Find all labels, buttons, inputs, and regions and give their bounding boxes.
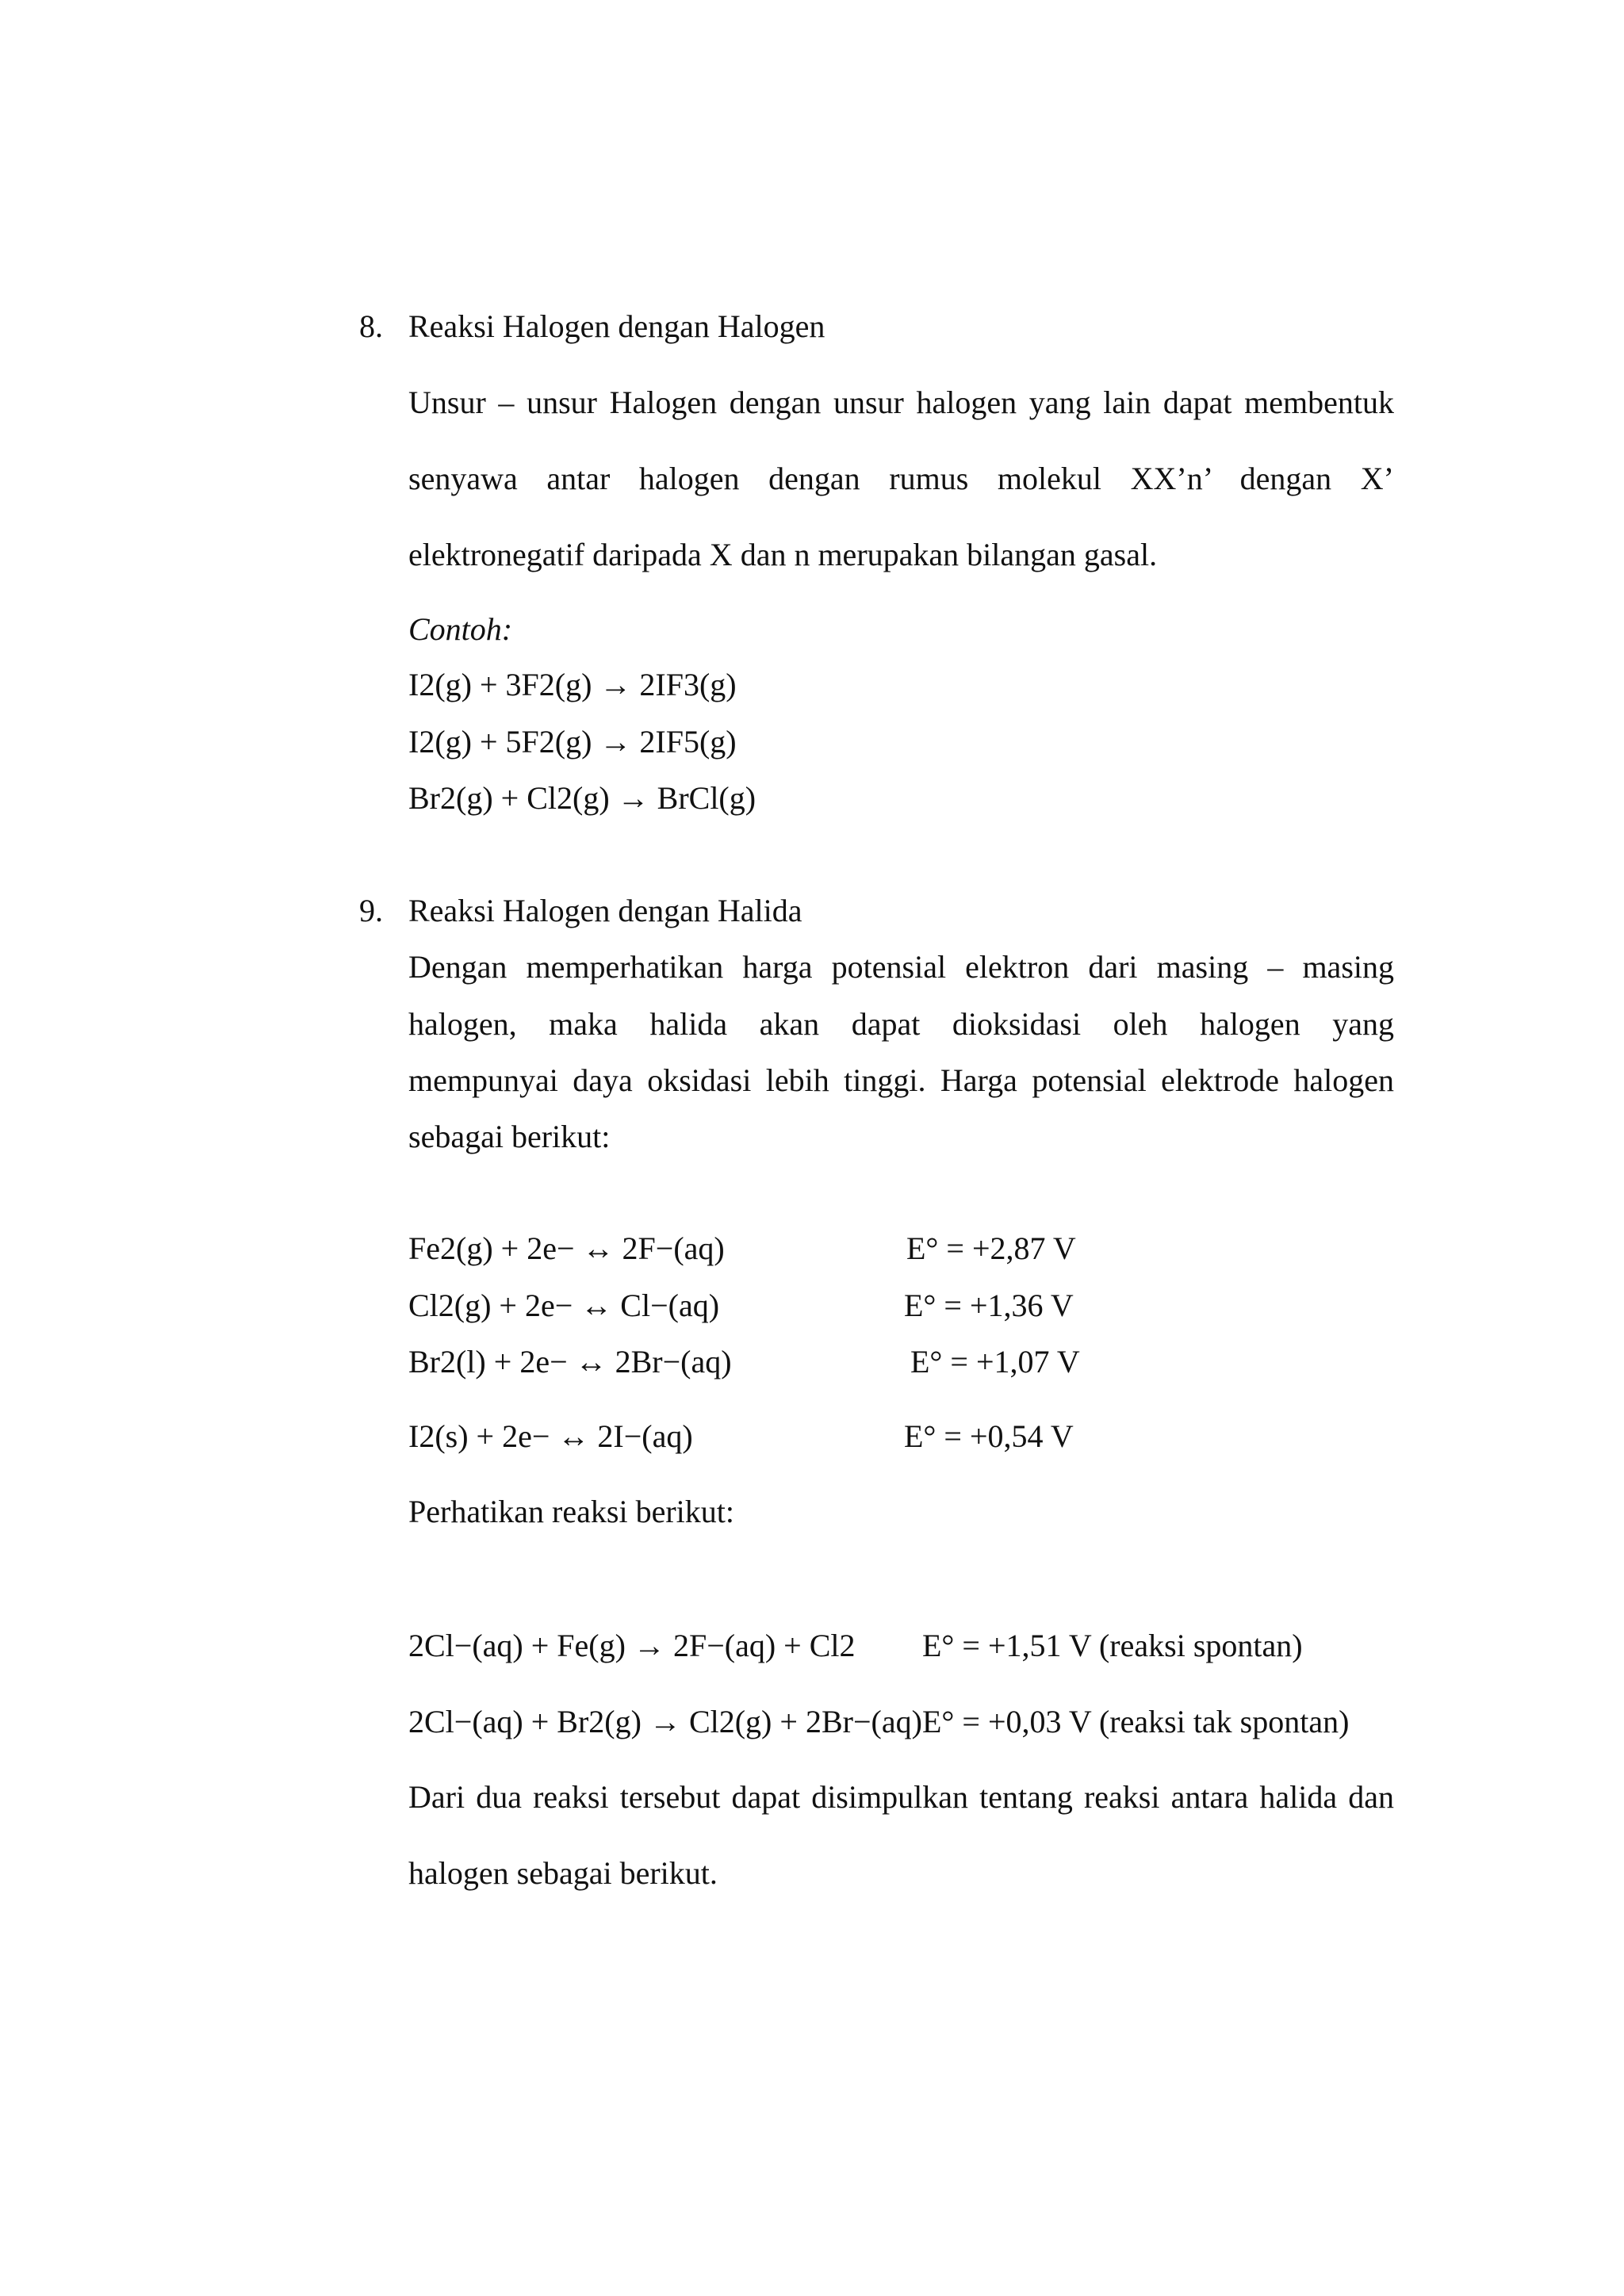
section-8-paragraph-line-1: Unsur – unsur Halogen dengan unsur halogen yang lain dapat membentuk [408, 385, 1394, 420]
section-8-paragraph-line-2: senyawa antar halogen dengan rumus molekul XX’n’ dengan X’ [408, 461, 1394, 496]
potential-reaction-1: Fe2(g) + 2e− ↔ 2F−(aq) [408, 1230, 725, 1266]
potential-reaction-4: I2(s) + 2e− ↔ 2I−(aq) [408, 1418, 693, 1454]
section-9-number: 9. [359, 893, 383, 928]
potential-reaction-2: Cl2(g) + 2e− ↔ Cl−(aq) [408, 1288, 720, 1323]
conclusion-line-2: halogen sebagai berikut. [408, 1855, 718, 1891]
example-value-2: E° = +0,03 V (reaksi tak spontan) [922, 1704, 1350, 1739]
section-9-paragraph-line-1: Dengan memperhatikan harga potensial elektron dari masing – masing [408, 949, 1394, 985]
section-8-number: 8. [359, 308, 383, 344]
example-value-1: E° = +1,51 V (reaksi spontan) [922, 1628, 1303, 1663]
conclusion-line-1: Dari dua reaksi tersebut dapat disimpulkan tentang reaksi antara halida dan [408, 1779, 1394, 1815]
potential-value-3: E° = +1,07 V [910, 1344, 1080, 1380]
potential-value-2: E° = +1,36 V [904, 1288, 1074, 1323]
example-reaction-2: 2Cl−(aq) + Br2(g) → Cl2(g) + 2Br−(aq) [408, 1704, 922, 1739]
potential-reaction-3: Br2(l) + 2e− ↔ 2Br−(aq) [408, 1344, 732, 1380]
reaction-2: I2(g) + 5F2(g) → 2IF5(g) [408, 724, 737, 760]
section-8-paragraph-line-3: elektronegatif daripada X dan n merupakan bilangan gasal. [408, 537, 1158, 572]
example-label: Contoh: [408, 611, 513, 647]
section-9-paragraph-line-2: halogen, maka halida akan dapat dioksidasi oleh halogen yang [408, 1006, 1394, 1042]
potential-value-1: E° = +2,87 V [906, 1230, 1076, 1266]
potential-value-4: E° = +0,54 V [904, 1418, 1074, 1454]
section-8-title: Reaksi Halogen dengan Halogen [408, 308, 825, 344]
reaction-1: I2(g) + 3F2(g) → 2IF3(g) [408, 667, 737, 702]
section-9-paragraph-line-3: mempunyai daya oksidasi lebih tinggi. Harga potensial elektrode halogen [408, 1062, 1394, 1098]
note-text: Perhatikan reaksi berikut: [408, 1494, 734, 1529]
section-9-paragraph-line-4: sebagai berikut: [408, 1119, 611, 1154]
reaction-3: Br2(g) + Cl2(g) → BrCl(g) [408, 780, 756, 816]
section-9-title: Reaksi Halogen dengan Halida [408, 893, 802, 928]
example-reaction-1: 2Cl−(aq) + Fe(g) → 2F−(aq) + Cl2 [408, 1628, 856, 1663]
